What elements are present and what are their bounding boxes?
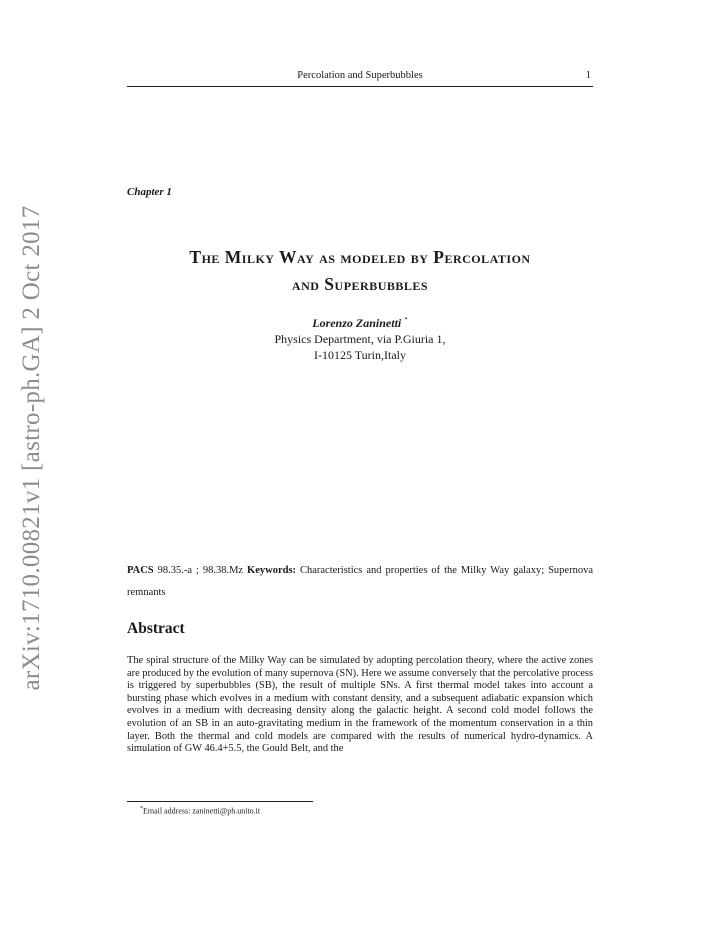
footnote bbox=[140, 806, 260, 816]
author-name: Lorenzo Zaninetti bbox=[312, 316, 402, 330]
paper-title-line-2: and Superbubbles bbox=[291, 274, 429, 294]
footnote-mark: * bbox=[140, 806, 143, 812]
arxiv-identifier-stamp bbox=[12, 205, 52, 691]
abstract-body: The spiral structure of the Milky Way can be simulated by adopting percolation theory, where the active zones are produced by the evolution of many supernova (SN). Here we assume conversely that the percolative process is triggered by superbubbles (SB), the result of multiple SNs. A first thermal model takes into account a bursting phase which evolves in a medium with constant density, and a subsequent adiabatic expansion which evolves in a medium with decreasing density along the galactic height. A second cold model follows the evolution of an SB in an auto-gravitating medium in the framework of the momentum conservation in a thin layer. Both the thermal and cold models are compared with the results of numerical hydro-dynamics. A simulation of GW 46.4+5.5, the Gould Belt, and the bbox=[127, 655, 593, 755]
pacs-keywords bbox=[127, 560, 593, 604]
author-footnote-mark: * bbox=[404, 316, 408, 324]
pacs-label: PACS bbox=[127, 565, 154, 576]
pacs-codes: 98.35.-a ; 98.38.Mz bbox=[157, 565, 244, 576]
keywords-label: Keywords: bbox=[247, 565, 297, 576]
paper-title-line-1: The Milky Way as modeled by Percolation bbox=[189, 247, 531, 267]
running-title: Percolation and Superbubbles bbox=[297, 70, 423, 81]
keywords-text: Characteristics and properties of the Milky Way galaxy; Supernova remnants bbox=[127, 565, 593, 598]
abstract-heading: Abstract bbox=[127, 620, 185, 637]
arxiv-identifier-text: arXiv:1710.00821v1 [astro-ph.GA] 2 Oct 2017 bbox=[18, 205, 45, 691]
footnote-text: Email address: zaninetti@ph.unito.it bbox=[143, 806, 261, 816]
page-number: 1 bbox=[585, 70, 591, 81]
affiliation-line-2: I-10125 Turin,Italy bbox=[313, 348, 406, 362]
running-header bbox=[127, 70, 593, 87]
footnote-divider bbox=[127, 801, 313, 802]
chapter-label: Chapter 1 bbox=[127, 186, 172, 198]
author-block bbox=[127, 312, 593, 363]
paper-title bbox=[127, 244, 593, 298]
affiliation-line-1: Physics Department, via P.Giuria 1, bbox=[274, 332, 446, 346]
